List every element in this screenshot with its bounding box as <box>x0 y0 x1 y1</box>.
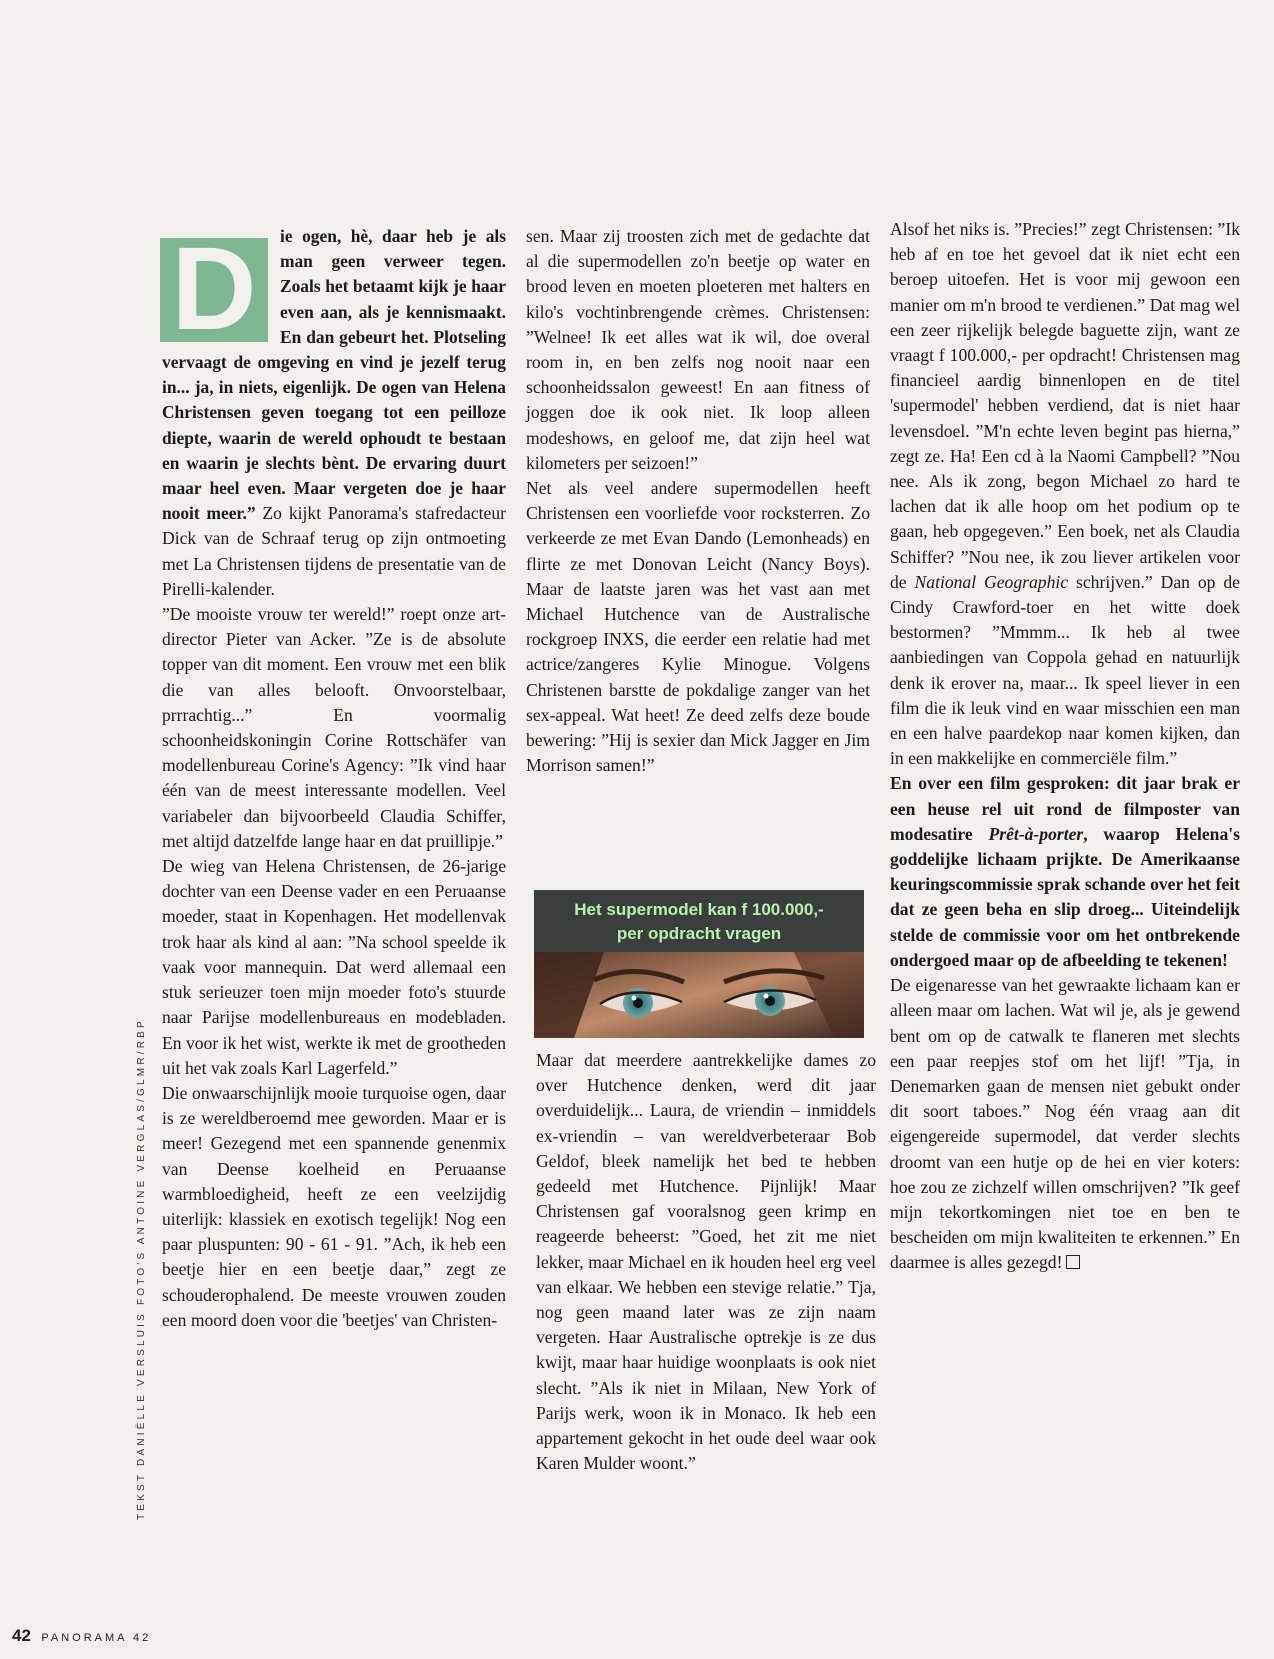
paragraph: Net als veel andere supermodellen heeft Christensen een voorliefde voor rocksterren. Zo verkeerde ze met Evan Dando (Lemonheads) en flirte ze met Donovan Leicht (Nancy Boys). Maar de laatste jaren was het vast aan met Michael Hutchence van de Australische rockgroep INXS, die eerder een relatie had met actrice/zangeres Kylie Minogue. Volgens Christenen barstte de pokdalige zanger van het sex-appeal. Wat heet! Ze deed zelfs deze boude bewering: ”Hij is sexier dan Mick Jagger en Jim Morrison samen!” <box>526 478 870 776</box>
paragraph <box>890 217 1240 771</box>
paragraph-text: schrijven.” Dan op de Cindy Crawford-toer en het witte doek bestormen? ”Mmmm... Ik heb al twee aanbiedingen van Coppola gehad en natuurlijk denk ik erover na, maar... Ik speel liever in een film die ik leuk vind en waar misschien een man en een halve paardekop naar komen kijken, dan in een makkelijke en commerciële film.” <box>890 571 1240 769</box>
magazine-name: PANORAMA 42 <box>41 1632 152 1644</box>
paragraph: Maar dat meerdere aantrekkelijke dames zo over Hutchence denken, werd dit jaar overduidelijk... Laura, de vriendin – inmiddels ex-vriendin – van wereldverbeteraar Bob Geldof, bleek namelijk het bed te hebben gedeeld met Hutchence. Pijnlijk! Maar Christensen gaf vooralsnog geen krimp en reageerde beheerst: ”Goed, het zit me niet lekker, maar Michael en ik houden heel erg veel van elkaar. We hebben een stevige relatie.” Tja, nog geen maand later was ze zijn naam vergeten. Haar Australische optrekje is ze dus kwijt, maar haar huidige woonplaats is ook niet slecht. ”Als ik niet in Milaan, New York of Parijs werk, woon ik in Monaco. Ik heb een appartement gekocht in het oude deel waar ook Karen Mulder woont.” <box>536 1050 876 1474</box>
eyes-photo <box>534 952 864 1038</box>
pull-quote-caption <box>534 898 864 946</box>
dropcap <box>160 223 268 355</box>
paragraph-text: Alsof het niks is. ”Precies!” zegt Christensen: ”Ik heb af en toe het gevoel dat ik niet echt een beroep uitoefen. Het is voor mij gewoon een manier om m'n brood te verdienen.” Dat mag wel een zeer rijkelijk belegde baguette zijn, want ze vraagt f 100.000,- per opdracht! Christensen mag financieel aardig binnenlopen en de titel 'supermodel' hebben verdiend, dat is niet haar levensdoel. ”M'n echte leven begint pas hierna,” zegt ze. Ha! Een cd à la Naomi Campbell? ”Nou nee. Als ik zong, begon Michael zo hard te lachen dat ik alle hoop om het podium op te gaan, heb opgegeven.” Een boek, net als Claudia Schiffer? ”Nou nee, ik zou liever artikelen voor de <box>890 219 1240 592</box>
pull-quote-line-2: per opdracht vragen <box>616 924 782 943</box>
paragraph: ”De mooiste vrouw ter wereld!” roept onze art-director Pieter van Acker. ”Ze is de absolute topper van dit moment. Een vrouw met een blik die van alles belooft. Onvoorstelbaar, prrrachtig...” En voormalig schoonheidskoningin Corine Rottschäfer van modellenbureau Corine's Agency: ”Ik vind haar één van de meest interessante modellen. Veel variabeler dan bijvoorbeeld Claudia Schiffer, met altijd datzelfde lange haar en dat pruillipje.” <box>162 604 506 851</box>
pull-quote-box <box>534 890 864 1038</box>
dropcap-letter: D <box>171 223 257 355</box>
page-number: 42 <box>12 1626 31 1645</box>
end-mark-icon <box>1066 1255 1080 1269</box>
page-footer <box>12 1626 151 1646</box>
article-column-1 <box>162 224 506 1333</box>
paragraph: sen. Maar zij troosten zich met de gedachte dat al die supermodellen zo'n beetje op water en brood leven en moeten ploeteren met halters en kilo's vochtinbrengende crèmes. Christensen: ”Welnee! Ik eet alles wat ik wil, doe overal room in, en ben zelfs nog nooit naar een schoonheidssalon geweest! En aan fitness of joggen doe ik ook niet. Ik loop alleen modeshows, en geloof me, dat zijn heel wat kilometers per seizoen!” <box>526 226 870 473</box>
lead-continuation: Zo kijkt Panorama's stafredacteur Dick van de Schraaf terug op zijn ontmoeting met La Christensen tijdens de presentatie van de Pirelli-kalender. <box>162 503 506 599</box>
film-title-italic: Prêt-à-porter <box>988 823 1084 844</box>
bold-paragraph <box>890 771 1240 973</box>
paragraph-text: De eigenaresse van het gewraakte lichaam kan er alleen maar om lachen. Wat wil je, als je gewend bent om op de catwalk te flaneren met slechts een paar reepjes stof om het lijf! ”Tja, in Denemarken gaan de mensen niet gebukt onder dit soort taboes.” Nog één vraag aan dit eigengereide supermodel, dat verder slechts droomt van een hutje op de hei en vier koters: hoe zou ze zichzelf willen omschrijven? ”Ik geef mijn tekortkomingen niet toe en ben te bescheiden om mijn kwaliteiten te erkennen.” En daarmee is alles gezegd! <box>890 975 1240 1273</box>
paragraph <box>890 973 1240 1275</box>
bold-text: , waarop Helena's goddelijke lichaam prijkte. De Amerikaanse keuringscommissie sprak schande over het feit dat ze geen beha en slip droeg... Uiteindelijk stelde de commissie voor om het ontbrekende ondergoed maar op de afbeelding te tekenen! <box>890 823 1240 970</box>
article-column-2 <box>526 224 870 778</box>
article-column-2-continued <box>536 1048 876 1476</box>
paragraph: Die onwaarschijnlijk mooie turquoise ogen, daar is ze wereldberoemd mee geworden. Maar er is meer! Gezegend met een spannende genenmix van Deense koelheid en Peruaanse warmbloedigheid, heeft ze een veelzijdig uiterlijk: klassiek en exotisch tegelijk! Nog een paar pluspunten: 90 - 61 - 91. ”Ach, ik heb een beetje hier en een beetje daar,” zegt ze schouderophalend. De meeste vrouwen zouden een moord doen voor die 'beetjes' van Christen- <box>162 1082 506 1330</box>
lead-paragraph <box>162 224 506 602</box>
pull-quote-line-1: Het supermodel kan f 100.000,- <box>574 900 824 919</box>
magazine-title-italic: National Geographic <box>914 571 1069 592</box>
photo-credit: TEKST DANIËLLE VERSLUIS FOTO'S ANTOINE VERGLAS/GLMR/RBP <box>136 1018 147 1520</box>
article-column-3 <box>890 217 1240 1276</box>
paragraph: De wieg van Helena Christensen, de 26-jarige dochter van een Deense vader en een Peruaanse moeder, staat in Kopenhagen. Het modellenvak trok haar als kind al aan: ”Na school speelde ik vaak voor mannequin. Dat werd allemaal een stuk serieuzer toen mijn moeder foto's stuurde naar Parijse modellenbureaus en modebladen. En voor ik het wist, werkte ik met de grootheden uit het vak zoals Karl Lagerfeld.” <box>162 856 506 1078</box>
lead-text: ie ogen, hè, daar heb je als man geen verweer tegen. Zoals het betaamt kijk je haar even aan, als je kennismaakt. En dan gebeurt het. Plotseling vervaagt de omgeving en vind je jezelf terug in... ja, in niets, eigenlijk. De ogen van Helena Christensen geven toegang tot een peilloze diepte, waarin de wereld ophoudt te bestaan en waarin je slechts bènt. De ervaring duurt maar heel even. Maar vergeten doe je haar nooit meer.” <box>162 226 506 524</box>
bold-text: En over een film gesproken: dit jaar brak er een heuse rel uit rond de filmposter van modesatire <box>890 773 1240 844</box>
